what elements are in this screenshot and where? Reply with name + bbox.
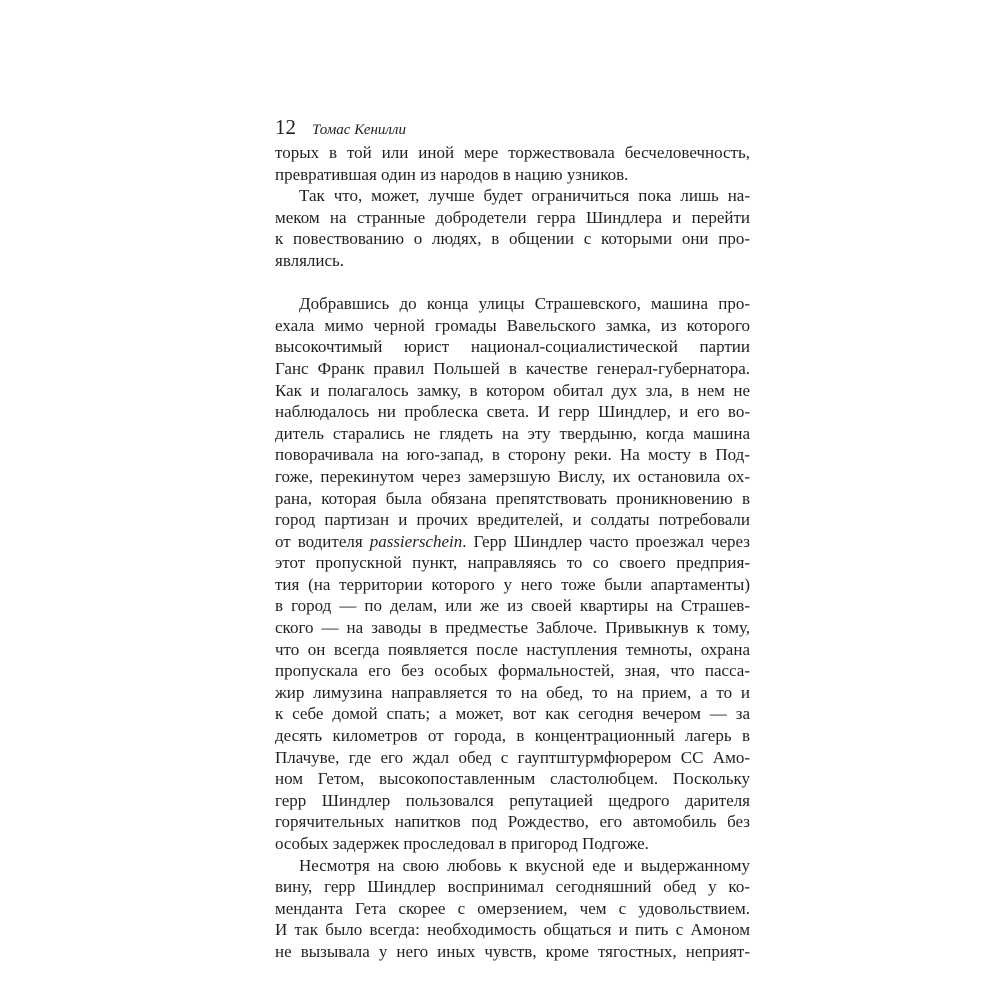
text-line: жир лимузина направляется то на обед, то на прием, а то и [275, 682, 750, 702]
text-line: менданта Гета скорее с омерзением, чем с удовольствием. [275, 898, 750, 918]
paragraph [275, 142, 750, 185]
text-line: к повествованию о людях, в общении с которыми они про- [275, 229, 750, 249]
text-line: город партизан и прочих вредителей, и солдаты потребовали [275, 510, 750, 530]
text-line: Ганс Франк правил Польшей в качестве генерал-губернатора. [275, 358, 750, 378]
running-title: Томас Кенилли [312, 122, 406, 138]
text-line: в город — по делам, или же из своей квартиры на Страшев- [275, 596, 750, 616]
text-line: И так было всегда: необходимость общаться и пить с Амоном [275, 920, 750, 940]
text-line: герр Шиндлер пользовался репутацией щедрого дарителя [275, 790, 750, 810]
text-line: ского — на заводы в предместье Заблоче. Привыкнув к тому, [275, 618, 750, 638]
paragraph [275, 185, 750, 271]
text-segment: . Герр Шиндлер часто проезжал через [462, 531, 751, 551]
text-line: гоже, перекинутом через замерзшую Вислу, их остановила ох- [275, 466, 750, 486]
paragraph [275, 855, 750, 963]
text-line: превратившая один из народов в нацию узников. [275, 164, 629, 184]
text-line: десять километров от города, в концентрационный лагерь в [275, 726, 750, 746]
text-line: меком на странные добродетели герра Шиндлера и перейти [275, 207, 750, 227]
text-line: вину, герр Шиндлер воспринимал сегодняшний обед у ко- [275, 877, 750, 897]
text-line: этот пропускной пункт, направляясь то со своего предприя- [275, 553, 750, 573]
text-line: Плачуве, где его ждал обед с гауптштурмфюрером СС Амо- [275, 747, 750, 767]
page-number: 12 [275, 115, 296, 139]
text-line: что он всегда появляется после наступления темноты, охрана [275, 639, 750, 659]
text-line: пропускала его без особых формальностей, зная, что пасса- [275, 661, 750, 681]
running-head [275, 112, 750, 142]
text-line: наблюдалось ни проблеска света. И герр Шиндлер, и его во- [275, 402, 750, 422]
text-line: Как и полагалось замку, в котором обитал дух зла, в нем не [275, 380, 750, 400]
text-line: Добравшись до конца улицы Страшевского, машина про- [299, 294, 750, 314]
text-segment: от водителя [275, 531, 370, 551]
text-line: рана, которая была обязана препятствовать проникновению в [275, 488, 750, 508]
text-line [275, 531, 750, 553]
paragraph [275, 293, 750, 854]
text-line: тия (на территории которого у него тоже были апартаменты) [275, 574, 750, 594]
text-line: горячительных напитков под Рождество, его автомобиль без [275, 812, 750, 832]
text-line: Так что, может, лучше будет ограничиться пока лишь на- [299, 186, 750, 206]
body-text [275, 142, 750, 963]
foreign-term: passierschein [369, 531, 463, 551]
text-line: к себе домой спать; а может, вот как сегодня вечером — за [275, 704, 750, 724]
section-break [275, 272, 750, 294]
text-line: являлись. [275, 250, 345, 270]
book-page [275, 112, 750, 963]
text-line: особых задержек проследовал в пригород Подгоже. [275, 834, 649, 853]
text-line: поворачивала на юго-запад, в сторону реки. На мосту в Под- [275, 445, 750, 465]
text-line: ном Гетом, высокопоставленным сластолюбцем. Поскольку [275, 769, 750, 789]
text-line: высокочтимый юрист национал-социалистической партии [275, 337, 750, 357]
text-line: Несмотря на свою любовь к вкусной еде и выдержанному [299, 855, 750, 875]
text-line: ехала мимо черной громады Вавельского замка, из которого [275, 315, 750, 335]
text-line: торых в той или иной мере торжествовала бесчеловечность, [275, 143, 750, 162]
text-line: дитель старались не глядеть на эту твердыню, когда машина [275, 423, 750, 443]
text-line: не вызывала у него иных чувств, кроме тягостных, неприят- [275, 941, 750, 961]
